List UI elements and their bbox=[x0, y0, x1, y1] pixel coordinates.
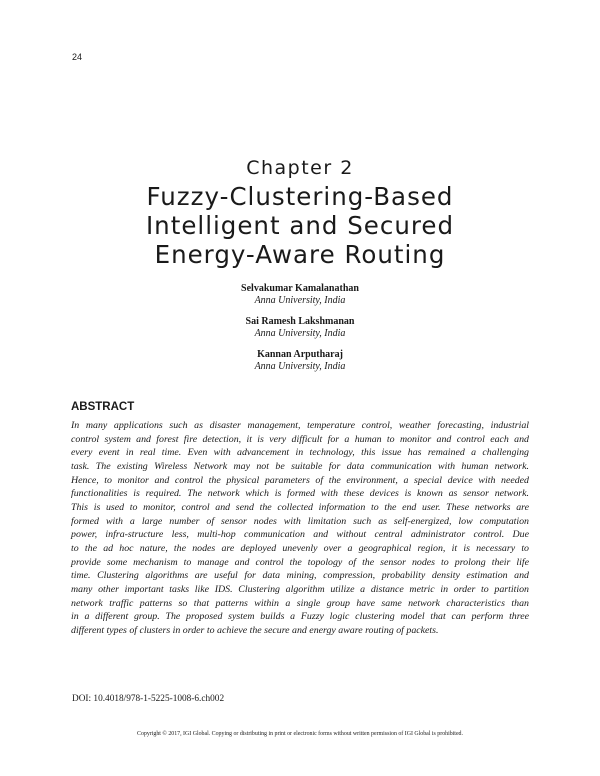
abstract-body bbox=[71, 419, 529, 638]
abstract-line: power, infra-structure less, multi-hop communication and without central administrator control. Due bbox=[71, 529, 529, 541]
abstract-line: network traffic patterns so that patterns within a single group have same network characteristics than bbox=[71, 597, 529, 609]
abstract-line: in a different group. The proposed system builds a Fuzzy logic clustering model that can perform three bbox=[71, 611, 529, 623]
abstract-line: time. Clustering algorithms are useful for data mining, compression, probability density estimation and bbox=[71, 570, 529, 582]
abstract-line: task. The existing Wireless Network may not be suitable for data communication with human network. bbox=[71, 460, 529, 472]
chapter-title bbox=[0, 182, 600, 269]
abstract-line: functionalities is required. The network which is formed with these devices is known as sensor network. bbox=[71, 488, 529, 500]
abstract-line: formed with a large number of sensor nodes with limitation such as self-energized, low computation bbox=[71, 515, 529, 527]
abstract-line: different types of clusters in order to achieve the secure and energy aware routing of packets. bbox=[71, 624, 439, 636]
chapter-title-line: Energy-Aware Routing bbox=[154, 240, 446, 269]
author-name: Kannan Arputharaj bbox=[257, 349, 343, 360]
author bbox=[0, 316, 600, 339]
doi-line: DOI: 10.4018/978-1-5225-1008-6.ch002 bbox=[72, 694, 225, 704]
author-name: Selvakumar Kamalanathan bbox=[241, 283, 359, 294]
abstract-line: Hence, to monitor and control the physical parameters of the environment, a special device with needed bbox=[71, 474, 529, 486]
chapter-title-line: Fuzzy-Clustering-Based bbox=[146, 182, 454, 211]
abstract-line: every event in real time. Even with advancement in technology, this issue has remained a challenging bbox=[71, 447, 529, 459]
author-affiliation: Anna University, India bbox=[254, 294, 346, 306]
abstract-line: This is used to monitor, control and send the collected information to the end user. These networks are bbox=[71, 501, 529, 513]
author bbox=[0, 283, 600, 306]
author bbox=[0, 349, 600, 372]
abstract-line: provide some mechanism to manage and control the topology of the sensor nodes to prolong their life bbox=[71, 556, 529, 568]
author-list bbox=[0, 283, 600, 382]
author-affiliation: Anna University, India bbox=[254, 360, 346, 372]
abstract-heading: ABSTRACT bbox=[71, 401, 135, 413]
abstract-line: many other important tasks like IDS. Clustering algorithm utilize a distance metric in order to partition bbox=[71, 583, 529, 595]
author-affiliation: Anna University, India bbox=[254, 327, 346, 339]
chapter-title-line: Intelligent and Secured bbox=[145, 211, 455, 240]
chapter-label: Chapter 2 bbox=[246, 157, 354, 179]
abstract-line: to the ad hoc nature, the nodes are deployed unevenly over a geographical region, it is necessary to bbox=[71, 542, 529, 554]
abstract-line: In many applications such as disaster management, temperature control, weather forecasting, industrial bbox=[71, 420, 529, 431]
abstract-line: control system and forest fire detection, it is very difficult for a human to monitor and control each and bbox=[71, 433, 529, 445]
page-number: 24 bbox=[72, 52, 83, 62]
author-name: Sai Ramesh Lakshmanan bbox=[245, 316, 355, 327]
copyright-notice: Copyright © 2017, IGI Global. Copying or distributing in print or electronic forms without written permission of IGI Global is prohibited. bbox=[137, 731, 463, 737]
